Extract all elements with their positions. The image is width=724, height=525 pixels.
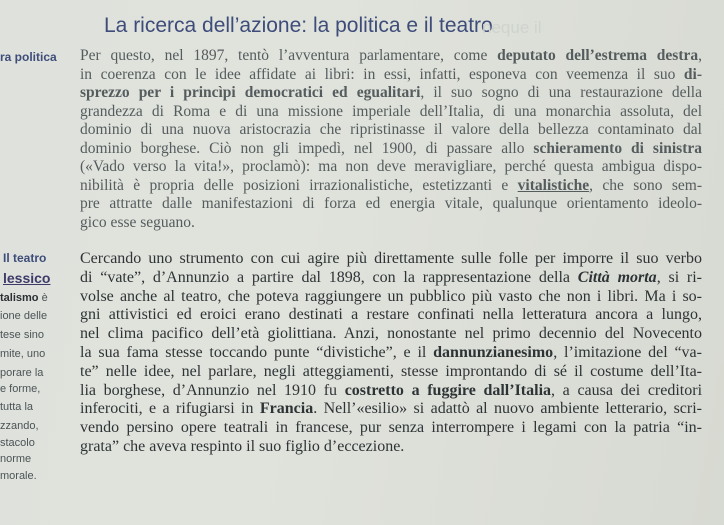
margin-def-line: ione delle — [0, 310, 48, 322]
text-line — [80, 438, 702, 457]
bold-phrase: Città morta — [577, 268, 657, 286]
margin-def-line: tese sino — [0, 329, 45, 341]
text-line — [80, 288, 702, 307]
text-line — [80, 177, 702, 196]
text-line — [80, 103, 702, 122]
margin-def-line: norme — [0, 453, 32, 465]
text-line — [80, 250, 702, 269]
bold-phrase: dannunzianesimo — [433, 343, 554, 361]
text-run: dominio di una nuova aristocrazia che ripristinasse il valore della bellezza contaminato dal — [80, 121, 702, 138]
text-line — [80, 47, 702, 66]
margin-def-line: stacolo — [0, 437, 35, 449]
text-line — [80, 363, 702, 382]
margin-heading-politica: ra politica — [0, 50, 57, 64]
text-run: pre attratte dalle manifestazioni di forza ed energia vitale, qualunque orientamento ideolo- — [80, 195, 702, 212]
text-run: , si ri- — [656, 268, 703, 286]
margin-lessico-label: lessico — [3, 270, 51, 286]
bold-phrase: di- — [683, 65, 702, 83]
text-line — [80, 214, 702, 233]
text-run: vendo persino opere teatrali in francese, pur senza interrompere i legami con la patria “in- — [80, 419, 702, 437]
margin-heading-teatro: Il teatro — [3, 251, 47, 265]
bold-phrase: Francia — [259, 400, 314, 418]
margin-def-line: morale. — [0, 470, 37, 482]
text-line — [80, 66, 702, 85]
bold-phrase: schieramento di sinistra — [533, 139, 703, 157]
text-run: volse anche al teatro, che poteva raggiungere un pubblico più vasto che non i libri. Ma i so- — [80, 287, 702, 305]
text-line — [80, 269, 702, 288]
text-run: , a causa dei creditori — [551, 381, 703, 399]
margin-term-word: talismo — [0, 292, 39, 304]
text-line — [80, 84, 702, 103]
section-title: La ricerca dell’azione: la politica e il teatro — [104, 14, 493, 37]
margin-def-line: zzando, — [0, 420, 39, 432]
text-run: la sua fama stesse toccando punte “divistiche”, e il — [80, 343, 434, 361]
bold-phrase: deputato dell’estrema destra — [497, 47, 699, 64]
text-line — [80, 400, 702, 419]
bleed-through-text: neque il — [482, 18, 542, 37]
bold-phrase: sprezzo per i princìpi democratici ed egualitari — [80, 84, 421, 101]
text-run: , — [698, 47, 702, 64]
bold-phrase: costretto a fuggire dall’Italia — [344, 381, 552, 399]
text-line — [80, 158, 702, 177]
text-line — [80, 140, 702, 159]
margin-def-line: e forme, — [0, 383, 41, 395]
text-line — [80, 419, 702, 438]
paragraph-teatro — [80, 250, 702, 457]
text-run: lia borghese, d’Annunzio nel 1910 fu — [80, 381, 345, 399]
margin-term — [0, 292, 72, 304]
text-run: grata” che aveva respinto il suo figlio d’eccezione. — [80, 437, 405, 455]
paragraph-politica — [80, 47, 702, 232]
text-run: dominio borghese. Ciò non gli impedì, nel 1900, di passare allo — [80, 139, 534, 157]
text-run: grandezza di Roma e di una missione imperiale dell’Italia, di una monarchia assoluta, del — [80, 102, 702, 120]
text-run: («Vado verso la vita!», proclamò): ma non deve meravigliare, perché questa ambigua dispo- — [80, 158, 702, 175]
text-run: Per questo, nel 1897, tentò l’avventura parlamentare, come — [80, 47, 498, 64]
text-line — [80, 325, 702, 344]
text-line — [80, 344, 702, 363]
text-run: nibilità è propria delle posizioni irrazionalistiche, estetizzanti e — [80, 176, 518, 194]
text-run: , il suo sogno di una restaurazione della — [420, 84, 702, 101]
text-run: , che sono sem- — [589, 176, 703, 194]
text-run: in coerenza con le idee affidate ai libri: in essi, infatti, esponeva con veemenza il suo — [80, 65, 684, 83]
text-run: nel clima pacifico dell’età giolittiana. Anzi, nonostante nel primo decennio del Novecento — [80, 325, 702, 343]
text-run: gni attivistici ed eroici erano destinati a restare confinati nella letteratura ancora a lungo, — [80, 306, 702, 324]
text-line — [80, 306, 702, 325]
margin-def-line: mite, uno — [0, 348, 46, 360]
text-run: di “vate”, d’Annunzio a partire dal 1898, con la rappresentazione della — [80, 268, 578, 286]
bold-phrase: vitalistiche — [517, 176, 590, 194]
text-run: inferociti, e a rifugiarsi in — [80, 400, 260, 418]
text-run: te” nelle idee, nel parlare, negli atteggiamenti, stesse improntando di sé il costume dell’Ita- — [80, 362, 702, 380]
margin-term-suffix: è — [38, 292, 48, 304]
text-run: , l’imitazione del “va- — [553, 343, 702, 361]
margin-def-line: porare la — [0, 367, 44, 379]
margin-def-line: tutta la — [0, 401, 34, 413]
text-line — [80, 121, 702, 140]
text-line — [80, 195, 702, 214]
text-run: gico esse seguano. — [80, 213, 195, 231]
text-run: . Nell’«esilio» si adattò al nuovo ambiente letterario, scri- — [313, 400, 702, 418]
text-line — [80, 382, 702, 401]
text-run: Cercando uno strumento con cui agire più direttamente sulle folle per imporre il suo verbo — [80, 250, 702, 267]
